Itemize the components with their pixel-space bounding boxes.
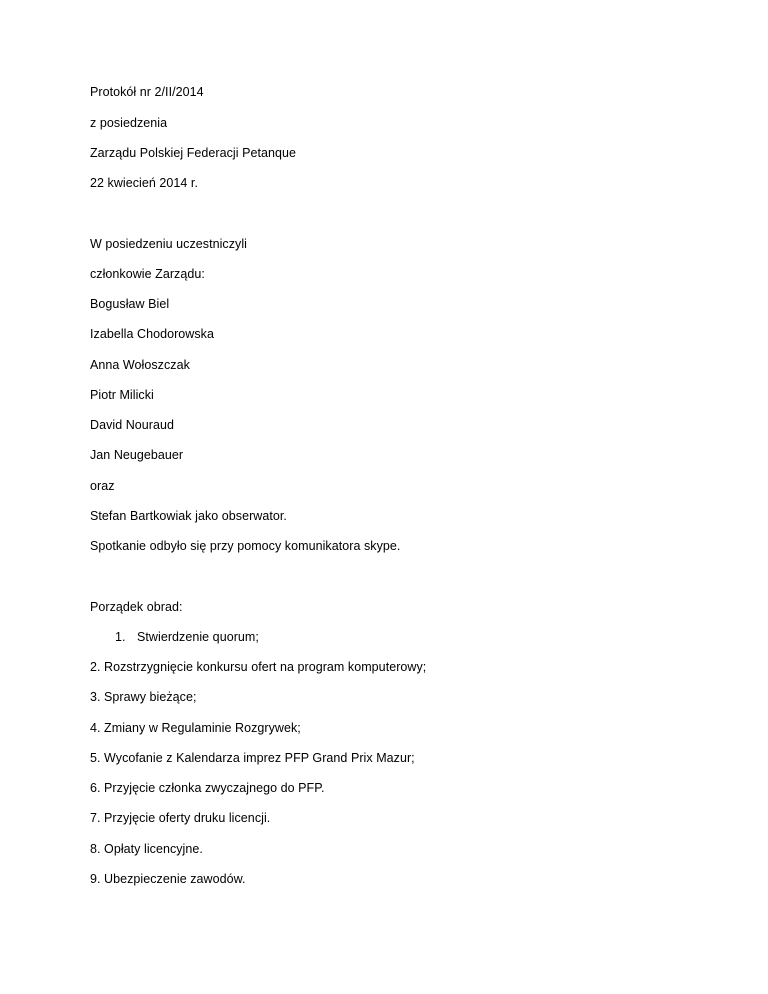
observer-line: Stefan Bartkowiak jako obserwator. [90,509,287,523]
member-name: Jan Neugebauer [90,448,184,462]
meeting-date: 22 kwiecień 2014 r. [90,176,198,190]
agenda-item: 2. Rozstrzygnięcie konkursu ofert na program komputerowy; [90,660,427,674]
agenda-item: 7. Przyjęcie oferty druku licencji. [90,811,271,825]
agenda-item: 5. Wycofanie z Kalendarza imprez PFP Grand Prix Mazur; [90,751,415,765]
member-name: Piotr Milicki [90,388,154,402]
agenda-item: 9. Ubezpieczenie zawodów. [90,872,246,886]
board-members-label: członkowie Zarządu: [90,267,205,281]
agenda-item-text: Stwierdzenie quorum; [137,630,259,644]
member-name: Izabella Chodorowska [90,327,214,341]
member-name: David Nouraud [90,418,175,432]
agenda-item: 8. Opłaty licencyjne. [90,842,203,856]
agenda-item-1 [115,629,259,645]
member-name: Anna Wołoszczak [90,358,190,372]
protocol-title: Protokół nr 2/II/2014 [90,85,204,99]
protocol-subtitle: z posiedzenia [90,116,168,130]
organization-name: Zarządu Polskiej Federacji Petanque [90,146,297,160]
agenda-item: 3. Sprawy bieżące; [90,690,197,704]
agenda-item-number: 1. [115,630,126,644]
agenda-item: 4. Zmiany w Regulaminie Rozgrywek; [90,721,301,735]
agenda-heading: Porządek obrad: [90,600,183,614]
meeting-note: Spotkanie odbyło się przy pomocy komunikatora skype. [90,539,401,553]
member-name: Bogusław Biel [90,297,170,311]
attendance-intro: W posiedzeniu uczestniczyli [90,237,247,251]
conjunction-text: oraz [90,479,115,493]
agenda-item: 6. Przyjęcie członka zwyczajnego do PFP. [90,781,325,795]
